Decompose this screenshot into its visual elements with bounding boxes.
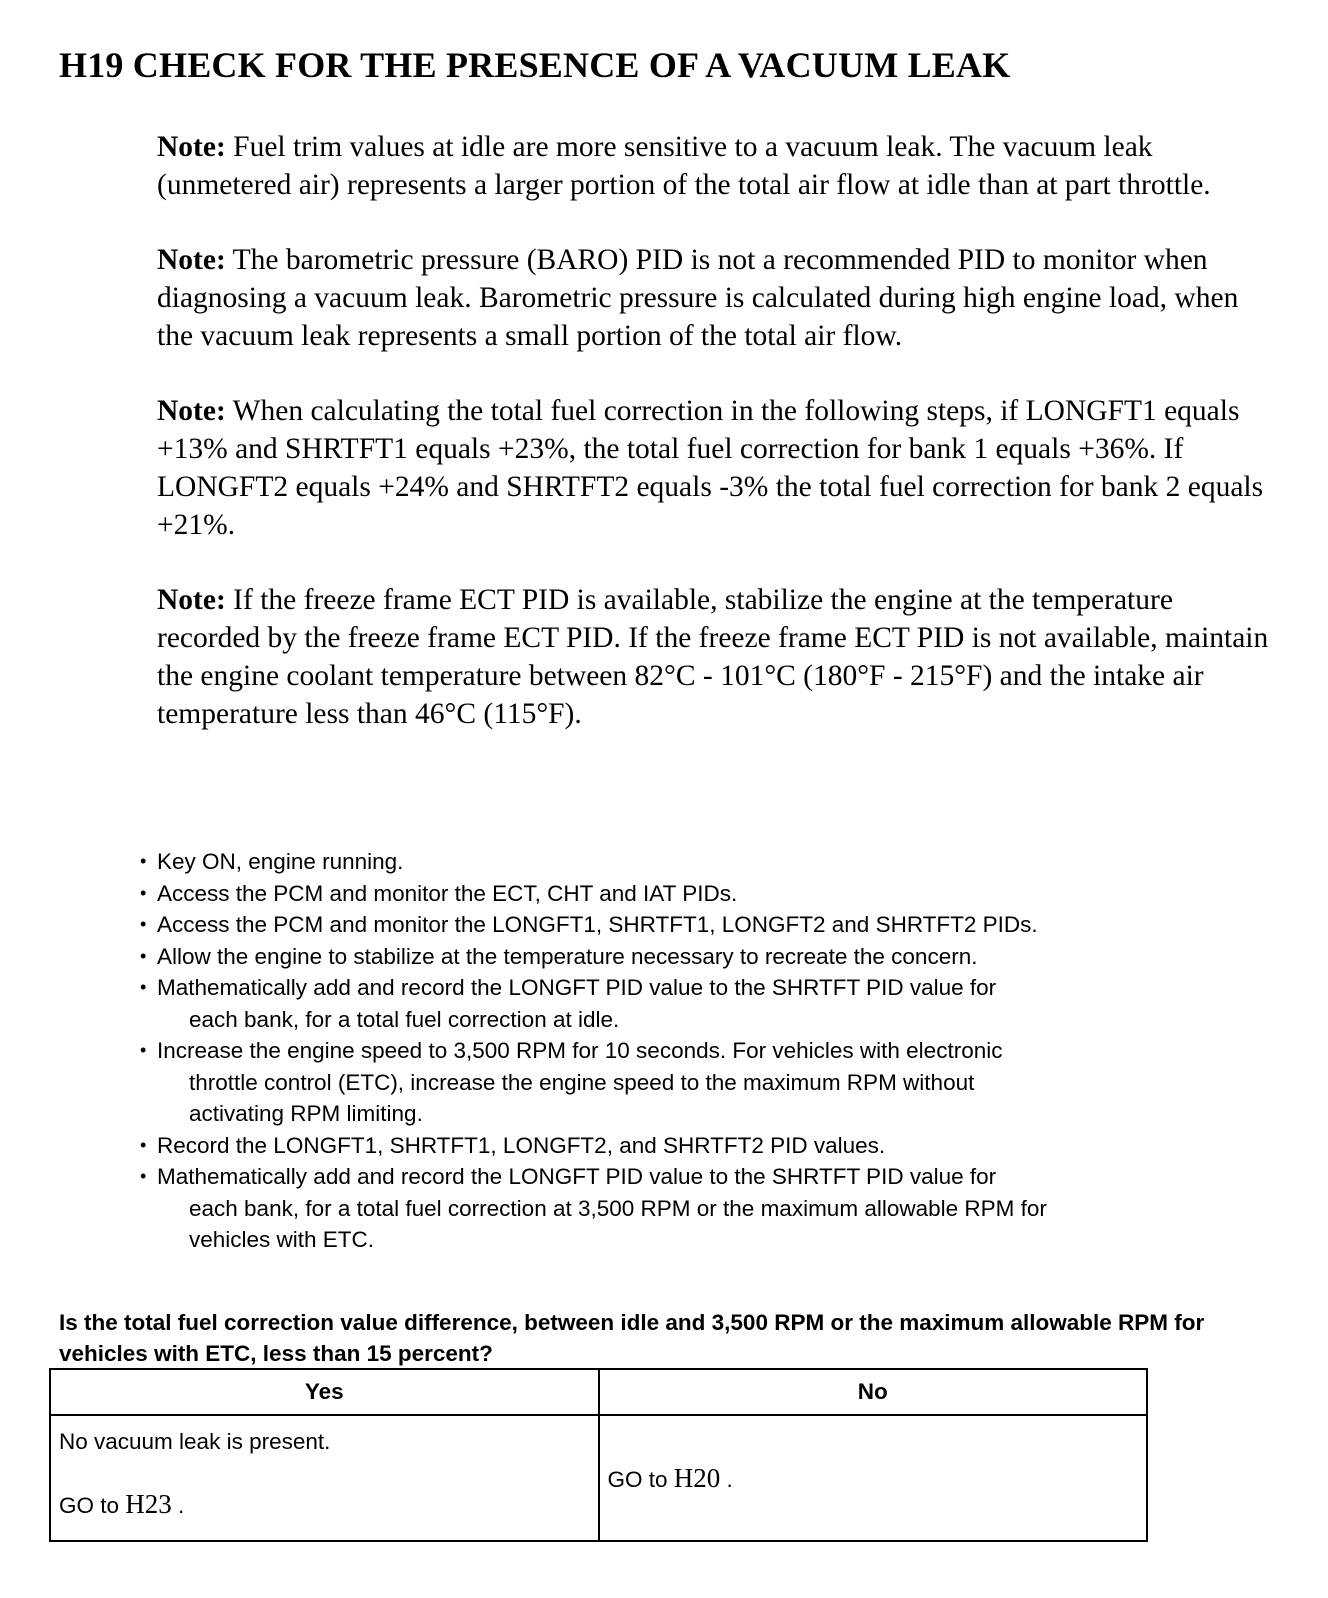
bullet-icon: • [140, 851, 147, 871]
note-fuel-correction-calc [157, 392, 1272, 544]
step-item: • Record the LONGFT1, SHRTFT1, LONGFT2, and SHRTFT2 PID values. [138, 1130, 1268, 1162]
bullet-icon: • [140, 882, 147, 903]
note-label: Note: [157, 131, 226, 163]
step-item: • Access the PCM and monitor the LONGFT1, SHRTFT1, LONGFT2 and SHRTFT2 PIDs. [138, 909, 1268, 941]
page-title: H19 CHECK FOR THE PRESENCE OF A VACUUM LEAK [59, 45, 1011, 85]
note-label: Note: [157, 395, 226, 427]
header-yes: Yes [50, 1369, 599, 1415]
yes-result-text: No vacuum leak is present. [59, 1429, 331, 1454]
cell-yes-result [50, 1415, 599, 1541]
note-baro-pid [157, 241, 1272, 355]
bullet-icon: • [140, 977, 147, 997]
note-text: When calculating the total fuel correction in the following steps, if LONGFT1 equals +13% and SHRTFT1 equals +23%, the total fuel correction for bank 1 equals +36%. If LONGFT2 equals +24% and SHRTFT2 equals -3% the total fuel correction for bank 2 equals +21%. [157, 395, 1264, 541]
decision-table [49, 1368, 1148, 1542]
no-go-target[interactable]: H20 [673, 1462, 721, 1493]
yes-go-link[interactable]: GO to H23 . [59, 1489, 185, 1519]
bullet-icon: • [140, 1134, 147, 1155]
bullet-icon: • [140, 1040, 147, 1060]
step-item: • Access the PCM and monitor the ECT, CHT and IAT PIDs. [138, 878, 1268, 910]
note-freeze-frame-ect [157, 581, 1272, 733]
note-text: The barometric pressure (BARO) PID is not a recommended PID to monitor when diagnosing a vacuum leak. Barometric pressure is calculated during high engine load, when the vacuum leak represents a small portion of the total air flow. [157, 244, 1239, 352]
decision-question: Is the total fuel correction value difference, between idle and 3,500 RPM or the maximum allowable RPM for vehicles with ETC, less than 15 percent? [59, 1310, 1205, 1366]
step-item: • Mathematically add and record the LONGFT PID value to the SHRTFT PID value for each bank, for a total fuel correction at idle. [138, 972, 1268, 1035]
note-label: Note: [157, 584, 226, 616]
note-fuel-trim-idle [157, 128, 1272, 204]
no-go-link[interactable]: GO to H20 . [607, 1462, 733, 1493]
step-item: • Mathematically add and record the LONGFT PID value to the SHRTFT PID value for each bank, for a total fuel correction at 3,500 RPM or the maximum allowable RPM for vehicles with ETC. [138, 1161, 1268, 1256]
note-text: Fuel trim values at idle are more sensitive to a vacuum leak. The vacuum leak (unmetered air) represents a larger portion of the total air flow at idle than at part throttle. [157, 131, 1211, 201]
step-item: • Increase the engine speed to 3,500 RPM for 10 seconds. For vehicles with electronic throttle control (ETC), increase the engine speed to the maximum RPM without activating RPM limiting. [138, 1035, 1268, 1130]
note-text: If the freeze frame ECT PID is available, stabilize the engine at the temperature recorded by the freeze frame ECT PID. If the freeze frame ECT PID is not available, maintain the engine coolant temperature between 82°C - 101°C (180°F - 215°F) and the intake air temperature less than 46°C (115°F). [157, 584, 1269, 730]
step-item: • Key ON, engine running. [138, 846, 1268, 878]
note-label: Note: [157, 244, 226, 276]
procedure-steps [138, 846, 1268, 1256]
bullet-icon: • [140, 945, 147, 966]
header-no: No [599, 1369, 1148, 1415]
table-header-row [50, 1369, 1147, 1415]
cell-no-result [599, 1415, 1148, 1541]
notes-section [157, 128, 1272, 770]
table-row [50, 1415, 1147, 1541]
bullet-icon: • [140, 914, 147, 934]
step-item: • Allow the engine to stabilize at the temperature necessary to recreate the concern. [138, 941, 1268, 973]
bullet-icon: • [140, 1166, 147, 1186]
yes-go-target[interactable]: H23 [125, 1489, 172, 1519]
